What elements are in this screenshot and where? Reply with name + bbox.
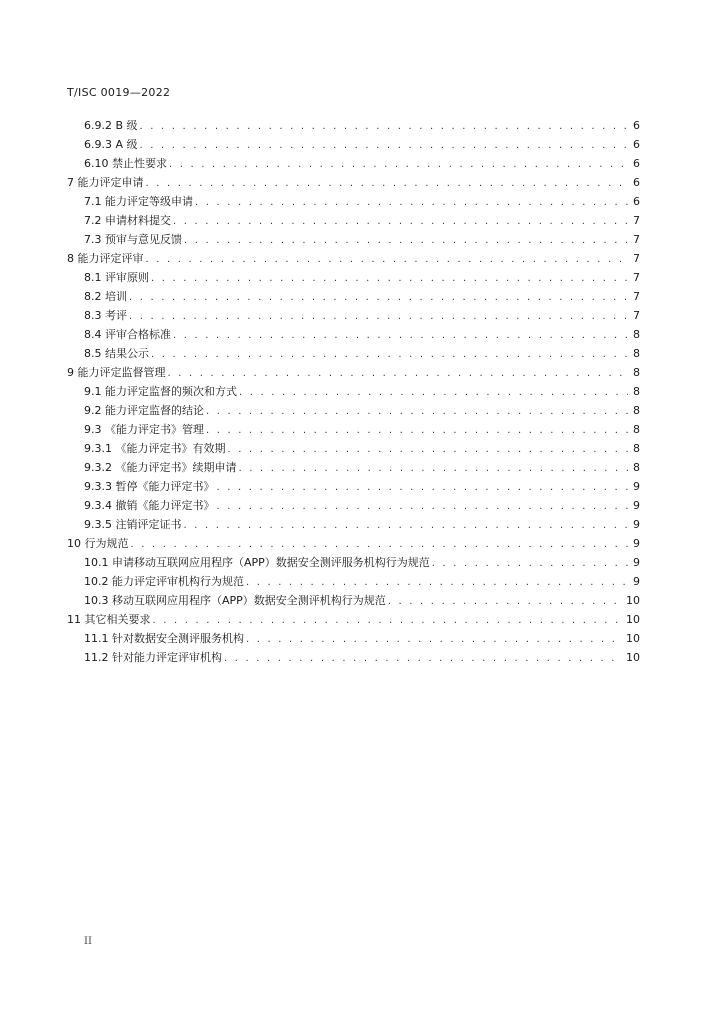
toc-entry-page: 7 [633, 252, 640, 265]
toc-entry[interactable] [84, 516, 640, 534]
toc-leader-dots [239, 460, 629, 478]
toc-leader-dots [195, 194, 628, 212]
toc-entry-page: 8 [633, 347, 640, 360]
toc-entry[interactable] [84, 307, 640, 325]
toc-entry-title: 9.3.2 《能力评定书》续期申请 [84, 461, 237, 474]
toc-entry[interactable] [84, 402, 640, 420]
toc-entry-page: 8 [633, 442, 640, 455]
toc-leader-dots [388, 593, 622, 611]
toc-entry[interactable] [67, 364, 640, 382]
toc-entry[interactable] [84, 440, 640, 458]
toc-leader-dots [131, 536, 629, 554]
toc-leader-dots [239, 384, 628, 402]
toc-entry[interactable] [84, 478, 640, 496]
toc-leader-dots [146, 251, 629, 269]
toc-leader-dots [432, 555, 628, 573]
toc-entry-page: 9 [633, 518, 640, 531]
toc-entry[interactable] [84, 326, 640, 344]
toc-entry-title: 9.1 能力评定监督的频次和方式 [84, 385, 237, 398]
toc-entry[interactable] [84, 649, 640, 667]
toc-entry[interactable] [84, 136, 640, 154]
toc-entry-page: 8 [633, 385, 640, 398]
toc-entry-page: 10 [626, 613, 640, 626]
toc-entry-page: 8 [633, 404, 640, 417]
toc-leader-dots [217, 479, 629, 497]
toc-leader-dots [246, 574, 628, 592]
toc-entry-title: 6.10 禁止性要求 [84, 157, 167, 170]
toc-entry-title: 8.5 结果公示 [84, 347, 149, 360]
toc-leader-dots [246, 631, 622, 649]
toc-leader-dots [169, 156, 628, 174]
toc-entry[interactable] [67, 174, 640, 192]
toc-entry-page: 9 [633, 537, 640, 550]
toc-leader-dots [184, 232, 628, 250]
toc-entry-title: 9.3.1 《能力评定书》有效期 [84, 442, 226, 455]
toc-entry-title: 8.3 考评 [84, 309, 127, 322]
toc-leader-dots [140, 118, 628, 136]
toc-entry-page: 8 [633, 423, 640, 436]
toc-entry-title: 7 能力评定申请 [67, 176, 144, 189]
toc-entry-page: 9 [633, 480, 640, 493]
toc-entry[interactable] [84, 630, 640, 648]
toc-entry-page: 6 [633, 138, 640, 151]
toc-entry-page: 8 [633, 328, 640, 341]
toc-entry[interactable] [67, 535, 640, 553]
toc-entry[interactable] [84, 345, 640, 363]
toc-entry-title: 10.3 移动互联网应用程序（APP）数据安全测评机构行为规范 [84, 594, 386, 607]
toc-entry-title: 7.3 预审与意见反馈 [84, 233, 182, 246]
toc-leader-dots [146, 175, 629, 193]
toc-entry-page: 7 [633, 214, 640, 227]
toc-entry-title: 9.3.3 暂停《能力评定书》 [84, 480, 215, 493]
toc-entry-title: 11.2 针对能力评定评审机构 [84, 651, 222, 664]
toc-leader-dots [206, 403, 628, 421]
page-number: II [84, 936, 92, 947]
toc-entry-title: 10.1 申请移动互联网应用程序（APP）数据安全测评服务机构行为规范 [84, 556, 430, 569]
toc-entry-page: 7 [633, 290, 640, 303]
toc-entry[interactable] [67, 250, 640, 268]
toc-entry-page: 7 [633, 233, 640, 246]
toc-entry[interactable] [84, 193, 640, 211]
toc-entry-title: 6.9.3 A 级 [84, 138, 138, 151]
toc-leader-dots [224, 650, 622, 668]
toc-entry[interactable] [84, 383, 640, 401]
toc-entry-title: 6.9.2 B 级 [84, 119, 138, 132]
toc-entry[interactable] [84, 288, 640, 306]
toc-entry-page: 6 [633, 195, 640, 208]
toc-entry-title: 8 能力评定评审 [67, 252, 144, 265]
toc-entry-title: 9 能力评定监督管理 [67, 366, 166, 379]
toc-entry[interactable] [84, 592, 640, 610]
toc-entry-page: 7 [633, 309, 640, 322]
toc-entry-page: 8 [633, 366, 640, 379]
toc-entry-title: 9.3.4 撤销《能力评定书》 [84, 499, 215, 512]
toc-leader-dots [151, 270, 628, 288]
toc-leader-dots [184, 517, 629, 535]
toc-entry-page: 10 [626, 632, 640, 645]
toc-entry-page: 7 [633, 271, 640, 284]
toc-entry-title: 11 其它相关要求 [67, 613, 151, 626]
toc-entry-page: 10 [626, 651, 640, 664]
toc-entry-title: 9.3 《能力评定书》管理 [84, 423, 204, 436]
toc-entry-page: 9 [633, 556, 640, 569]
toc-entry[interactable] [84, 155, 640, 173]
toc-leader-dots [168, 365, 629, 383]
toc-entry-page: 10 [626, 594, 640, 607]
toc-leader-dots [129, 308, 628, 326]
toc-leader-dots [129, 289, 628, 307]
toc-entry-page: 9 [633, 499, 640, 512]
toc-leader-dots [228, 441, 629, 459]
toc-entry[interactable] [84, 212, 640, 230]
toc-leader-dots [153, 612, 623, 630]
toc-entry-title: 9.3.5 注销评定证书 [84, 518, 182, 531]
toc-entry-page: 6 [633, 157, 640, 170]
toc-leader-dots [151, 346, 628, 364]
toc-entry-title: 8.1 评审原则 [84, 271, 149, 284]
toc-entry[interactable] [84, 269, 640, 287]
toc-entry[interactable] [84, 117, 640, 135]
toc-entry[interactable] [84, 497, 640, 515]
toc-leader-dots [173, 213, 628, 231]
toc-entry-title: 8.4 评审合格标准 [84, 328, 171, 341]
toc-entry-title: 7.1 能力评定等级申请 [84, 195, 193, 208]
toc-leader-dots [206, 422, 628, 440]
toc-leader-dots [173, 327, 628, 345]
toc-entry-title: 9.2 能力评定监督的结论 [84, 404, 204, 417]
toc-entry[interactable] [84, 231, 640, 249]
toc-leader-dots [140, 137, 628, 155]
toc-entry[interactable] [84, 421, 640, 439]
toc-entry[interactable] [84, 459, 640, 477]
toc-entry-page: 6 [633, 119, 640, 132]
toc-entry-title: 8.2 培训 [84, 290, 127, 303]
toc-leader-dots [217, 498, 629, 516]
document-code: T/ISC 0019—2022 [67, 86, 171, 99]
toc-entry-title: 10 行为规范 [67, 537, 129, 550]
toc-entry[interactable] [84, 554, 640, 572]
toc-entry-title: 11.1 针对数据安全测评服务机构 [84, 632, 244, 645]
toc-entry-page: 6 [633, 176, 640, 189]
toc-entry-title: 7.2 申请材料提交 [84, 214, 171, 227]
toc-entry[interactable] [67, 611, 640, 629]
toc-entry-page: 8 [633, 461, 640, 474]
toc-entry-page: 9 [633, 575, 640, 588]
toc-entry[interactable] [84, 573, 640, 591]
toc-entry-title: 10.2 能力评定评审机构行为规范 [84, 575, 244, 588]
